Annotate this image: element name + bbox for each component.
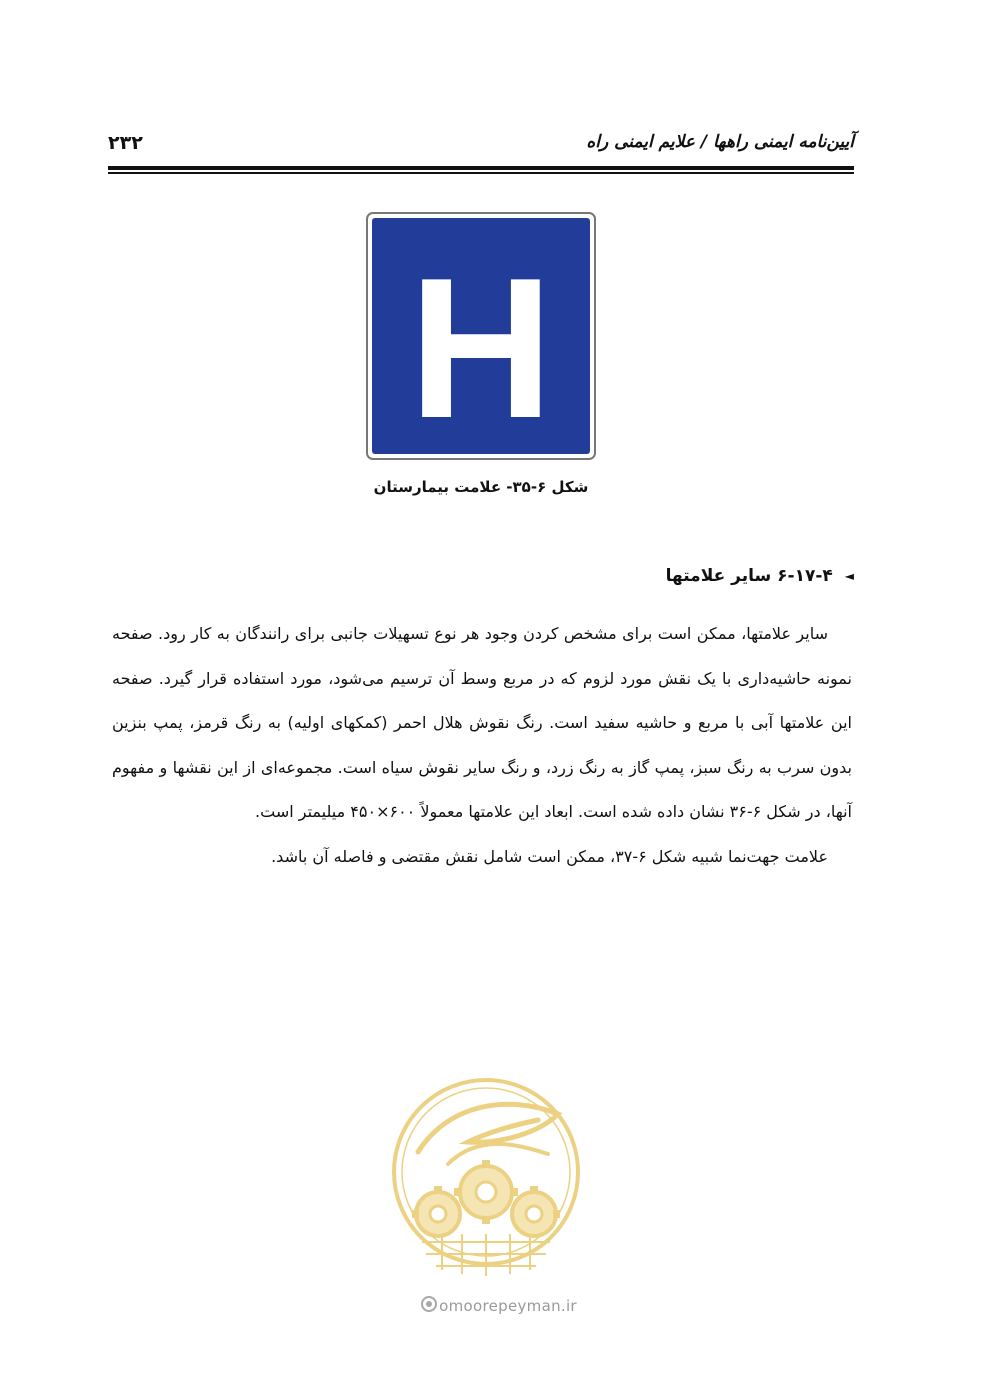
watermark-seal-icon [388, 1074, 584, 1288]
paragraph-2: علامت جهت‌نما شبیه شکل ۶-۳۷، ممکن است شامل نقش مقتضی و فاصله آن باشد. [271, 846, 828, 866]
watermark-logo [388, 1074, 584, 1288]
header-rule-thin [108, 172, 854, 174]
hospital-sign-icon [366, 212, 596, 460]
section-heading [666, 566, 854, 586]
copyright-icon [421, 1296, 437, 1312]
watermark-url-text: omoorepeyman.ir [439, 1297, 577, 1315]
paragraph-1: سایر علامتها، ممکن است برای مشخص کردن وجود هر نوع تسهیلات جانبی برای رانندگان به کار رود. صفحه نمونه حاشیه‌داری با یک نقش مورد لزوم که در مربع وسط آن ترسیم می‌شود، مورد استفاده قرار گیرد. صفحه این علامتها آبی با مربع و حاشیه سفید است. رنگ نقوش هلال احمر (کمکهای اولیه) به رنگ قرمز، پمپ بنزین بدون سرب به رنگ سبز، پمپ گاز به رنگ زرد، و رنگ سایر نقوش سیاه است. مجموعه‌ای از این نقشها و مفهوم آنها، در شکل ۶-۳۶ نشان داده شده است. ابعاد این علامتها معمولاً ۶۰۰×۴۵۰ میلیمتر است. [112, 624, 852, 821]
body-text [112, 612, 852, 879]
page-header [108, 126, 854, 162]
figure-caption [0, 478, 992, 496]
watermark-url [0, 1296, 992, 1315]
running-title: آیین‌نامه ایمنی راهها / علایم ایمنی راه [586, 132, 854, 152]
page-number: ۲۳۲ [108, 132, 143, 154]
hospital-sign-figure [366, 212, 596, 460]
section-heading-text: ۶-۱۷-۴ سایر علامتها [665, 566, 833, 586]
sign-letter-h: H [408, 237, 554, 460]
section-bullet-icon: ◄ [844, 569, 854, 583]
header-rule-thick [108, 166, 854, 170]
figure-caption-text: شکل ۶-۳۵- علامت بیمارستان [373, 478, 589, 496]
